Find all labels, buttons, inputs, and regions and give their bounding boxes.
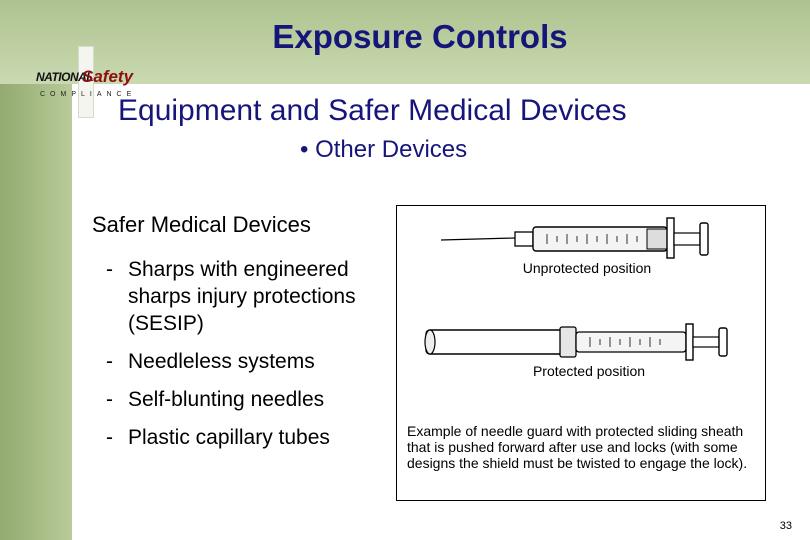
logo-compliance-text: COMPLIANCE	[40, 91, 137, 98]
list-dash: -	[106, 258, 113, 281]
device-list	[106, 256, 376, 462]
list-item	[106, 256, 376, 337]
protected-syringe-illustration	[422, 322, 752, 362]
list-item	[106, 386, 376, 413]
protected-caption: Protected position	[532, 363, 646, 379]
national-safety-logo	[36, 67, 137, 104]
list-item-text: Self-blunting needles	[128, 388, 325, 411]
list-item	[106, 424, 376, 451]
unprotected-caption: Unprotected position	[522, 260, 652, 276]
logo-national-text: NATIONAL	[36, 70, 94, 84]
list-item	[106, 348, 376, 375]
list-dash: -	[106, 426, 113, 449]
list-item-text: Plastic capillary tubes	[128, 426, 330, 449]
section-heading: Safer Medical Devices	[92, 212, 311, 237]
list-dash: -	[106, 350, 113, 373]
figure-description: Example of needle guard with protected sliding sheath that is pushed forward after use and locks (with some designs the shield must be twisted to engage the lock).	[407, 423, 748, 471]
unprotected-syringe-illustration	[437, 214, 747, 260]
logo-safety-text: Safety	[82, 67, 134, 86]
list-item-text: Needleless systems	[128, 350, 315, 373]
slide-title: Exposure Controls	[272, 18, 568, 55]
other-devices-bullet: • Other Devices	[300, 136, 468, 163]
list-dash: -	[106, 388, 113, 411]
page-number: 33	[779, 520, 792, 532]
syringe-figure	[396, 205, 766, 501]
list-item-text: Sharps with engineered sharps injury protections (SESIP)	[128, 258, 356, 335]
slide-subtitle: Equipment and Safer Medical Devices	[118, 94, 627, 127]
